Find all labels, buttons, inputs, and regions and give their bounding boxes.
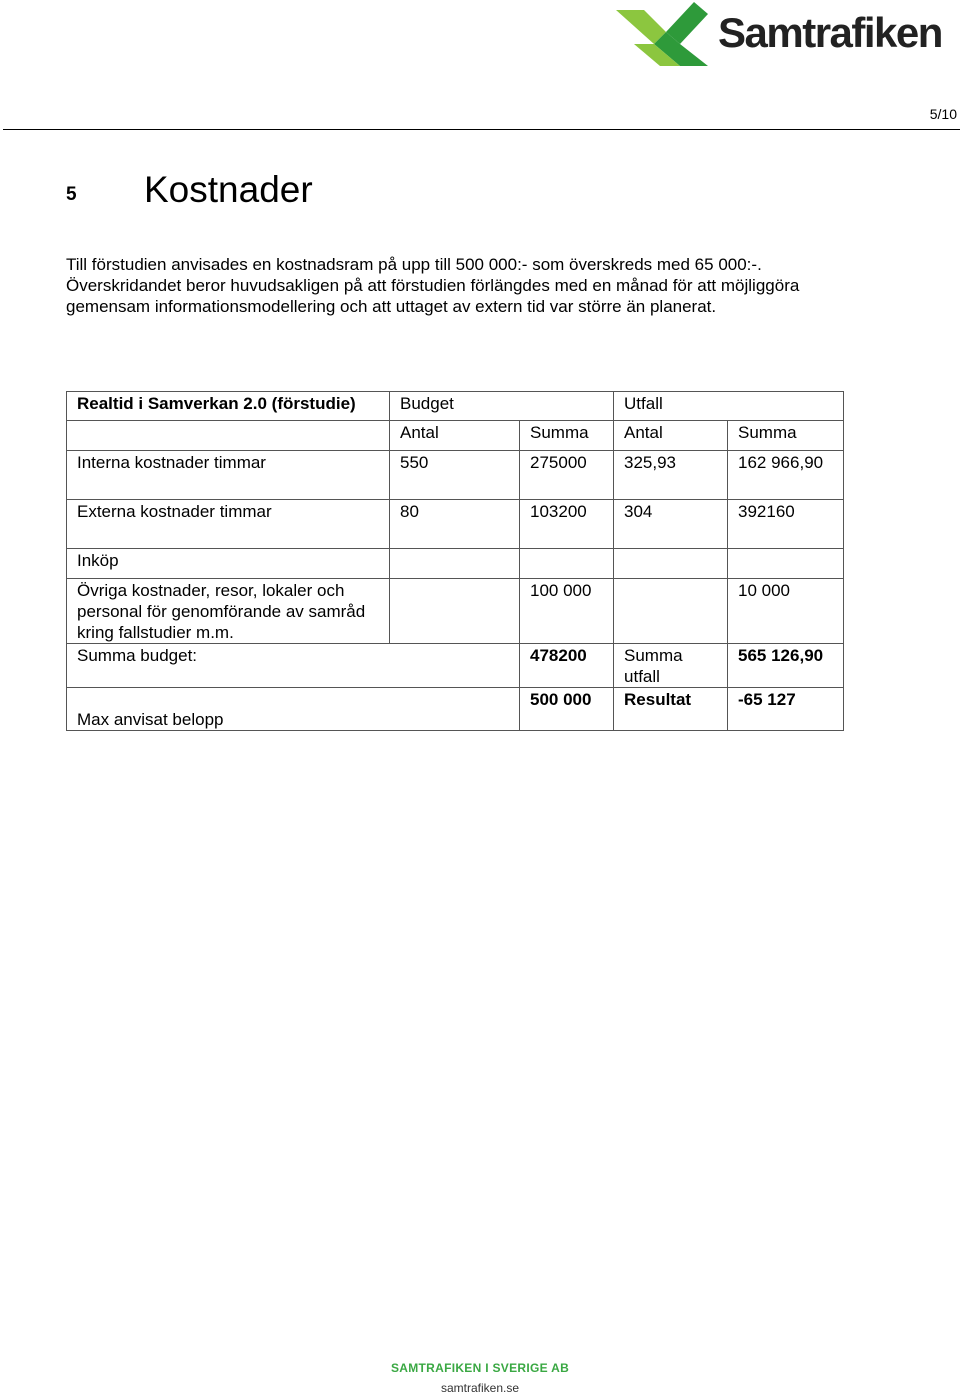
subheader-outcome-count: Antal bbox=[614, 421, 728, 451]
row-outcome-sum: 392160 bbox=[728, 500, 844, 549]
row-budget-sum: 100 000 bbox=[520, 579, 614, 644]
max-amount-label: Max anvisat belopp bbox=[67, 688, 520, 731]
result-value: -65 127 bbox=[728, 688, 844, 731]
footer-company: SAMTRAFIKEN I SVERIGE AB bbox=[390, 1361, 570, 1375]
row-budget-count: 550 bbox=[390, 451, 520, 500]
row-label: Externa kostnader timmar bbox=[67, 500, 390, 549]
row-outcome-sum: 10 000 bbox=[728, 579, 844, 644]
row-label: Interna kostnader timmar bbox=[67, 451, 390, 500]
total-outcome-label: Summa utfall bbox=[614, 644, 728, 688]
intro-line: gemensam informationsmodellering och att uttaget av extern tid var större än planerat. bbox=[66, 297, 717, 316]
cost-table bbox=[66, 391, 844, 731]
subheader-outcome-sum: Summa bbox=[728, 421, 844, 451]
intro-line: Till förstudien anvisades en kostnadsram på upp till 500 000:- som överskreds med 65 000:-. bbox=[66, 255, 762, 274]
project-title-cell: Realtid i Samverkan 2.0 (förstudie) bbox=[67, 392, 390, 421]
total-budget-label: Summa budget: bbox=[67, 644, 520, 688]
section-number: 5 bbox=[66, 184, 77, 205]
total-budget-row bbox=[67, 644, 844, 688]
table-row bbox=[67, 549, 844, 579]
budget-header-cell: Budget bbox=[390, 392, 614, 421]
result-label: Resultat bbox=[614, 688, 728, 731]
section-title: Kostnader bbox=[144, 169, 313, 210]
total-budget-value: 478200 bbox=[520, 644, 614, 688]
page-number: 5/10 bbox=[929, 106, 957, 122]
row-budget-sum bbox=[520, 549, 614, 579]
logo-wordmark: Samtrafiken bbox=[718, 9, 942, 56]
outcome-header-cell: Utfall bbox=[614, 392, 844, 421]
row-label: Inköp bbox=[67, 549, 390, 579]
total-outcome-value: 565 126,90 bbox=[728, 644, 844, 688]
row-budget-count bbox=[390, 579, 520, 644]
header-divider bbox=[3, 129, 960, 130]
footer-url[interactable]: samtrafiken.se bbox=[440, 1381, 520, 1395]
empty-cell bbox=[67, 421, 390, 451]
row-outcome-sum: 162 966,90 bbox=[728, 451, 844, 500]
table-subheader-row bbox=[67, 421, 844, 451]
row-label: Övriga kostnader, resor, lokaler och personal för genomförande av samråd kring fallstudier m.m. bbox=[67, 579, 390, 644]
row-outcome-count bbox=[614, 579, 728, 644]
row-outcome-count: 325,93 bbox=[614, 451, 728, 500]
row-budget-count: 80 bbox=[390, 500, 520, 549]
row-outcome-count: 304 bbox=[614, 500, 728, 549]
table-header-row bbox=[67, 392, 844, 421]
table-row bbox=[67, 579, 844, 644]
table-row bbox=[67, 500, 844, 549]
subheader-budget-sum: Summa bbox=[520, 421, 614, 451]
row-outcome-sum bbox=[728, 549, 844, 579]
logo-mark-icon bbox=[614, 0, 714, 70]
row-outcome-count bbox=[614, 549, 728, 579]
samtrafiken-logo bbox=[614, 0, 960, 70]
row-budget-count bbox=[390, 549, 520, 579]
row-budget-sum: 275000 bbox=[520, 451, 614, 500]
subheader-budget-count: Antal bbox=[390, 421, 520, 451]
row-budget-sum: 103200 bbox=[520, 500, 614, 549]
max-amount-row bbox=[67, 688, 844, 731]
intro-paragraph bbox=[66, 254, 936, 317]
intro-line: Överskridandet beror huvudsakligen på att förstudien förlängdes med en månad för att möjliggöra bbox=[66, 276, 800, 295]
max-amount-value: 500 000 bbox=[520, 688, 614, 731]
table-row bbox=[67, 451, 844, 500]
